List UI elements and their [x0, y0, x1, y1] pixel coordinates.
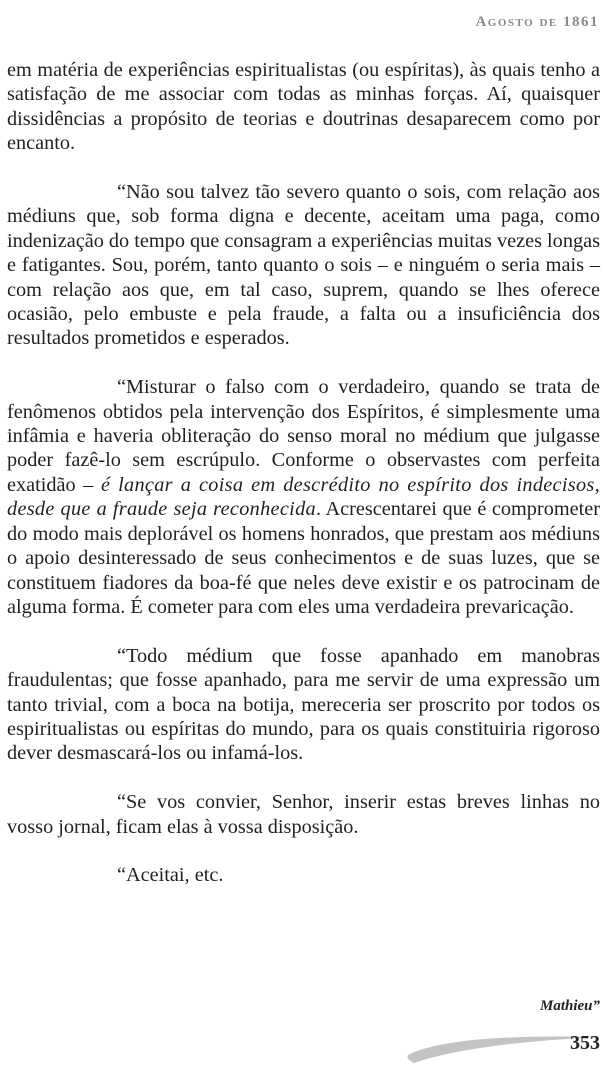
paragraph-continuation: em matéria de experiências espiritualistas (ou espíritas), às quais tenho a satisfação de me associar com todas as minhas forças. Aí, quaisquer dissidências a propósito de teorias e doutrinas desaparecem como por encanto.	[7, 59, 600, 155]
page-number: 353	[570, 1032, 600, 1054]
italic-quote: é lançar a coisa em descrédito no espírito dos indecisos, desde que a fraude seja reconhecida	[7, 473, 600, 521]
signature: Mathieu”	[539, 998, 600, 1014]
paragraph-false-and-true	[7, 375, 600, 619]
paragraph-mediums-payment: “Não sou talvez tão severo quanto o sois, com relação aos médiuns que, sob forma digna e decente, aceitam uma paga, como indenização do tempo que consagram a experiências muitas vezes longas e fatigantes. Sou, porém, tanto quanto o sois – e ninguém o seria mais – com relação aos que, em tal caso, suprem, quando se lhes oferece ocasião, pelo embuste e pela fraude, a falta ou a insuficiência dos resultados prometidos e esperados.	[7, 181, 600, 350]
paragraph-text-before-italic: “Misturar o falso com o verdadeiro, quando se trata de fenômenos obtidos pela intervenção dos Espíritos, é simplesmente uma infâmia e haveria obliteração do senso moral no médium que julgasse poder fazê-lo sem escrúpulo. Conforme o observastes com perfeita exatidão –	[7, 376, 600, 496]
paragraph-text-after-italic: . Acrescentarei que é comprometer do modo mais deplorável os homens honrados, que prestam aos médiuns o apoio desinteressado de seus conhecimentos e de suas luzes, que se constituem fiadores da boa-fé que neles deve existir e os patrocinam de alguma forma. É cometer para com eles uma verdadeira prevaricação.	[7, 498, 600, 618]
running-header: Agosto de 1861	[475, 14, 599, 30]
paragraph-insert-request: “Se vos convier, Senhor, inserir estas breves linhas no vosso jornal, ficam elas à vossa disposição.	[7, 791, 600, 838]
paragraph-closing: “Aceitai, etc.	[117, 864, 224, 887]
paragraph-fraudulent-medium: “Todo médium que fosse apanhado em manobras fraudulentas; que fosse apanhado, para me servir de uma expressão um tanto trivial, com a boca na botija, mereceria ser proscrito por todos os espiritualistas ou espíritas do mundo, para os quais constituiria rigoroso dever desmascará-los ou infamá-los.	[7, 644, 600, 765]
body-text	[7, 58, 600, 888]
